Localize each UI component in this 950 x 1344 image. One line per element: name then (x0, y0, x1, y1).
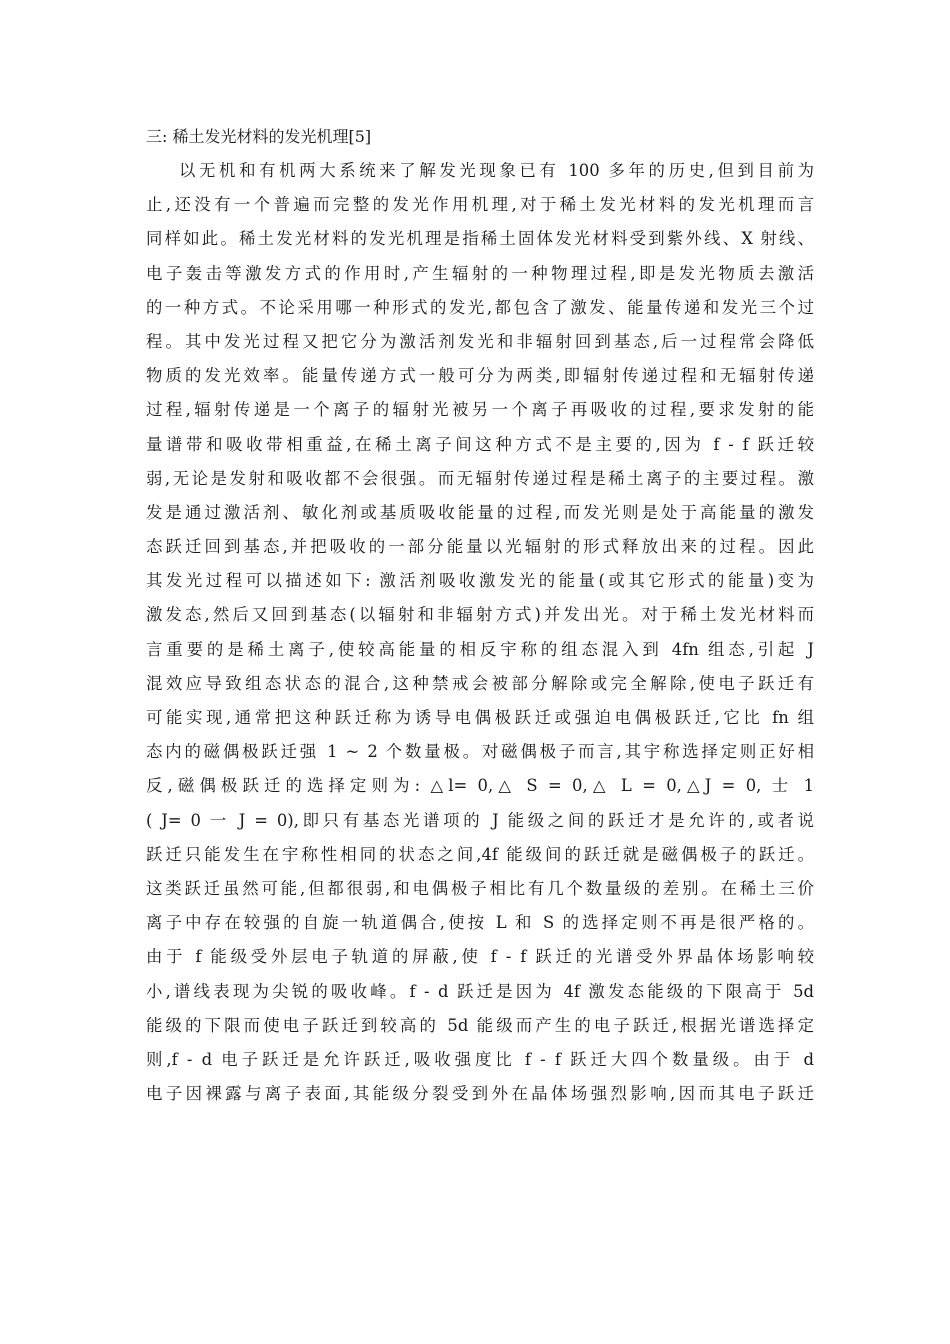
paragraph-line: 发是通过激活剂、敏化剂或基质吸收能量的过程,而发光则是处于高能量的激发 (146, 502, 814, 522)
paragraph-line: 态内的磁偶极跃迁强 1 ~ 2 个数量极。对磁偶极子而言,其宇称选择定则正好相 (146, 742, 814, 762)
paragraph-line: 其发光过程可以描述如下: 激活剂吸收激发光的能量(或其它形式的能量)变为 (146, 571, 814, 591)
paragraph-line: 小,谱线表现为尖锐的吸收峰。f - d 跃迁是因为 4f 激发态能级的下限高于 5d (146, 981, 814, 1001)
paragraph-line: 以无机和有机两大系统来了解发光现象已有 100 多年的历史,但到目前为 (179, 161, 814, 180)
paragraph-line: 激发态,然后又回到基态(以辐射和非辐射方式)并发出光。对于稀土发光材料而 (146, 605, 814, 625)
paragraph-line: 能级的下限而使电子跃迁到较高的 5d 能级而产生的电子跃迁,根据光谱选择定 (146, 1015, 814, 1035)
paragraph-line: ( J= 0 一 J = 0),即只有基态光谱项的 J 能级之间的跃迁才是允许的,或者说 (146, 810, 814, 830)
paragraph-line: 电子轰击等激发方式的作用时,产生辐射的一种物理过程,即是发光物质去激活 (146, 263, 814, 283)
paragraph-line: 止,还没有一个普遍而完整的发光作用机理,对于稀土发光材料的发光机理而言 (146, 195, 814, 215)
paragraph-line: 过程,辐射传递是一个离子的辐射光被另一个离子再吸收的过程,要求发射的能 (146, 400, 814, 420)
paragraph-line: 弱,无论是发射和吸收都不会很强。而无辐射传递过程是稀土离子的主要过程。激 (146, 468, 814, 488)
paragraph-line: 程。其中发光过程又把它分为激活剂发光和非辐射回到基态,后一过程常会降低 (146, 331, 814, 351)
paragraph-line: 可能实现,通常把这种跃迁称为诱导电偶极跃迁或强迫电偶极跃迁,它比 fn 组 (146, 708, 814, 727)
body-paragraph (146, 154, 814, 1111)
paragraph-line: 则,f - d 电子跃迁是允许跃迁,吸收强度比 f - f 跃迁大四个数量级。由于 d (146, 1049, 814, 1069)
paragraph-line: 由于 f 能级受外层电子轨道的屏蔽,使 f - f 跃迁的光谱受外界晶体场影响较 (146, 947, 814, 967)
paragraph-line: 量谱带和吸收带相重益,在稀土离子间这种方式不是主要的,因为 f - f 跃迁较 (146, 434, 814, 454)
paragraph-line: 物质的发光效率。能量传递方式一般可分为两类,即辐射传递过程和无辐射传递 (146, 366, 814, 386)
paragraph-line: 言重要的是稀土离子,使较高能量的相反宇称的组态混入到 4fn 组态,引起 J (146, 639, 814, 659)
paragraph-line: 同样如此。稀土发光材料的发光机理是指稀土固体发光材料受到紫外线、X 射线、 (146, 229, 814, 249)
paragraph-line: 跃迁只能发生在宇称性相同的状态之间,4f 能级间的跃迁就是磁偶极子的跃迁。 (146, 844, 814, 864)
paragraph-line: 的一种方式。不论采用哪一种形式的发光,都包含了激发、能量传递和发光三个过 (146, 297, 814, 317)
paragraph-line: 态跃迁回到基态,并把吸收的一部分能量以光辐射的形式释放出来的过程。因此 (146, 537, 814, 557)
paragraph-line: 反,磁偶极跃迁的选择定则为: △l= 0,△ S = 0,△ L = 0,△J = 0, 士 1 (146, 776, 814, 796)
paragraph-line: 混效应导致组态状态的混合,这种禁戒会被部分解除或完全解除,使电子跃迁有 (146, 673, 814, 693)
paragraph-line: 离子中存在较强的自旋一轨道偶合,使按 L 和 S 的选择定则不再是很严格的。 (146, 913, 814, 933)
section-heading: 三: 稀土发光材料的发光机理[5] (146, 127, 372, 146)
paragraph-line: 这类跃迁虽然可能,但都很弱,和电偶极子相比有几个数量级的差别。在稀土三价 (146, 878, 814, 898)
paragraph-line: 电子因裸露与离子表面,其能级分裂受到外在晶体场强烈影响,因而其电子跃迁 (146, 1084, 814, 1104)
